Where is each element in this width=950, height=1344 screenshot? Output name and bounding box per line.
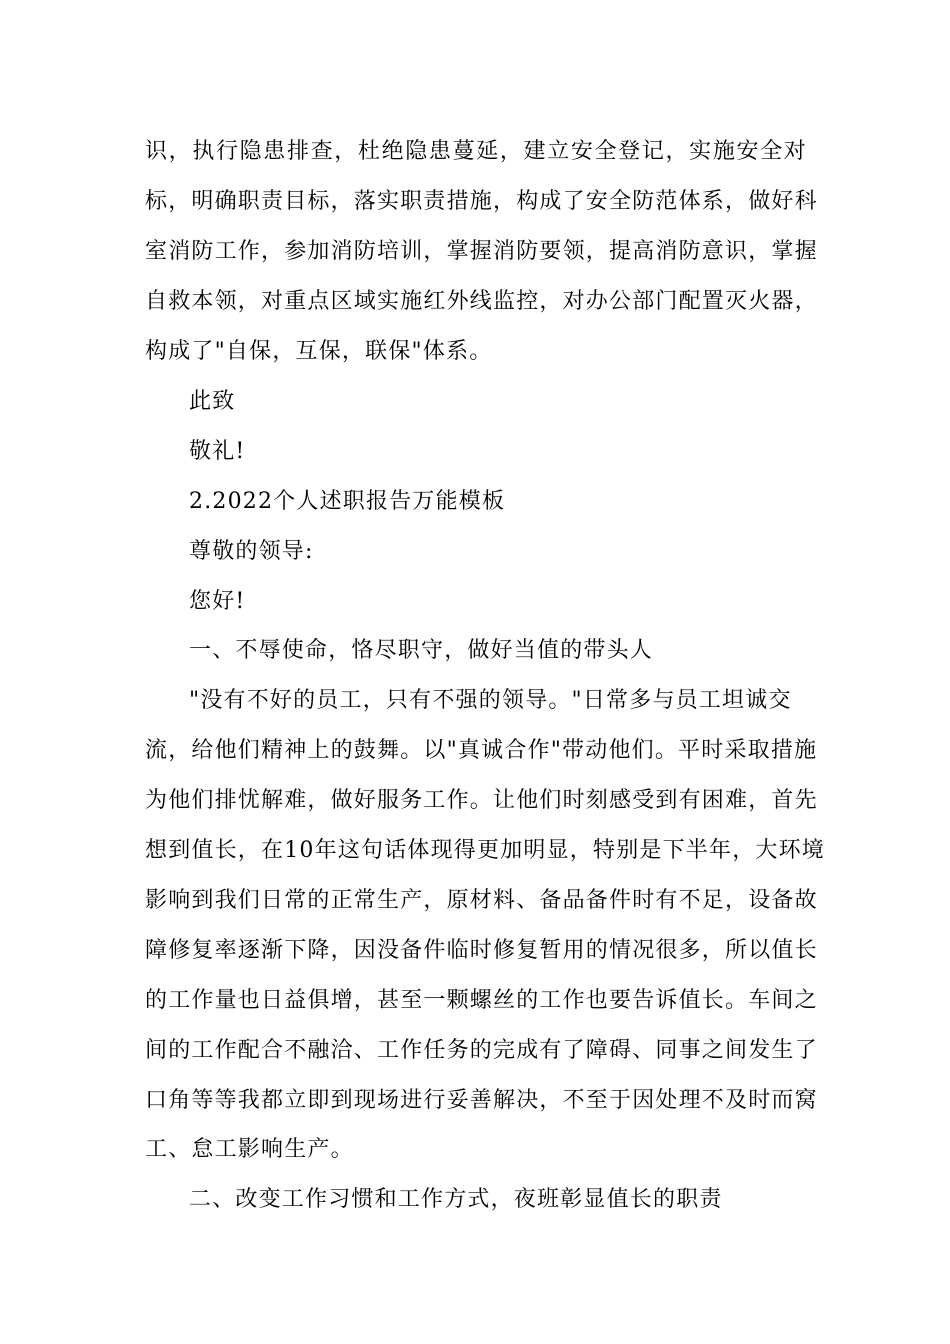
text-line: 识，执行隐患排查，杜绝隐患蔓延，建立安全登记，实施安全对 <box>145 139 807 164</box>
section-title: 2.2022个人述职报告万能模板 <box>189 489 506 514</box>
greeting: 您好! <box>189 589 246 614</box>
closing-salutation: 此致 <box>189 389 236 414</box>
text-line: 构成了"自保，互保，联保"体系。 <box>145 339 493 364</box>
section-heading: 一、不辱使命，恪尽职守，做好当值的带头人 <box>189 638 654 663</box>
text-line: 口角等等我都立即到现场进行妥善解决，不至于因处理不及时而窝 <box>145 1088 818 1113</box>
text-line: 障修复率逐渐下降，因没备件临时修复暂用的情况很多，所以值长 <box>145 938 818 963</box>
text-line: 标，明确职责目标，落实职责措施，构成了安全防范体系，做好科 <box>145 189 818 214</box>
text-line: 室消防工作，参加消防培训，掌握消防要领，提高消防意识，掌握 <box>145 239 818 264</box>
greeting-recipient: 尊敬的领导: <box>189 539 314 564</box>
closing-regards: 敬礼! <box>189 439 246 464</box>
text-line: 为他们排忧解难，做好服务工作。让他们时刻感受到有困难，首先 <box>145 788 818 813</box>
text-line: 工、怠工影响生产。 <box>145 1137 354 1162</box>
text-line: 的工作量也日益俱增，甚至一颗螺丝的工作也要告诉值长。车间之 <box>145 988 818 1013</box>
section-heading: 二、改变工作习惯和工作方式，夜班彰显值长的职责 <box>189 1187 723 1212</box>
text-line: "没有不好的员工，只有不强的领导。"日常多与员工坦诚交 <box>189 688 792 713</box>
text-line: 间的工作配合不融洽、工作任务的完成有了障碍、同事之间发生了 <box>145 1038 818 1063</box>
text-line: 影响到我们日常的正常生产，原材料、备品备件时有不足，设备故 <box>145 888 818 913</box>
text-line: 流，给他们精神上的鼓舞。以"真诚合作"带动他们。平时采取措施 <box>145 738 818 763</box>
text-line: 自救本领，对重点区域实施红外线监控，对办公部门配置灭火器， <box>145 289 818 314</box>
text-line: 想到值长，在10年这句话体现得更加明显，特别是下半年，大环境 <box>145 838 825 863</box>
